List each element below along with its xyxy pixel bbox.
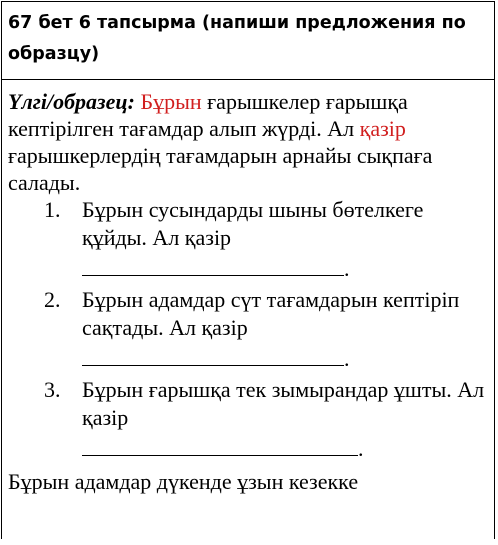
example-text-part1: ғарышкелер ғарышқа кептірілген тағамдар алып жүрді. Ал <box>8 89 408 141</box>
task-text: Бұрын адамдар сүт тағамдарын кептіріп сақтады. Ал қазір <box>82 287 460 340</box>
task-number: 3. <box>44 377 61 402</box>
task-header <box>2 2 494 80</box>
task-list <box>8 196 488 466</box>
example-sentence <box>8 88 488 196</box>
answer-blank[interactable] <box>82 253 344 276</box>
task-text: Бұрын сусындарды шыны бөтелкеге құйды. Ал қазір <box>82 197 424 250</box>
example-label-text: Үлгі/образец: <box>8 89 135 114</box>
task-item <box>8 376 488 466</box>
worksheet-frame <box>1 1 495 539</box>
worksheet-body <box>2 80 494 496</box>
answer-end: . <box>358 436 364 461</box>
task-number: 2. <box>44 287 61 312</box>
answer-line[interactable] <box>82 342 488 376</box>
task-text: Бұрын ғарышқа тек зымырандар ұшты. Ал қазір <box>82 377 485 430</box>
task-number: 1. <box>44 197 61 222</box>
answer-blank[interactable] <box>82 433 358 456</box>
answer-blank[interactable] <box>82 343 344 366</box>
task-item <box>8 196 488 286</box>
example-text-part2: ғарышкерлердің тағамдарын арнайы сықпаға салады. <box>8 143 433 195</box>
example-word-before: Бұрын <box>140 89 202 114</box>
trailing-sentence <box>8 468 488 496</box>
task-item <box>8 286 488 376</box>
answer-line[interactable] <box>82 432 488 466</box>
task-title: 67 бет 6 тапсырма (напиши предложения по образцу) <box>8 13 466 64</box>
answer-end: . <box>344 256 350 281</box>
trailing-text: Бұрын адамдар дүкенде ұзын кезекке <box>8 469 359 494</box>
answer-line[interactable] <box>82 252 488 286</box>
example-word-now: қазір <box>359 116 406 141</box>
answer-end: . <box>344 346 350 371</box>
example-label <box>8 89 135 114</box>
